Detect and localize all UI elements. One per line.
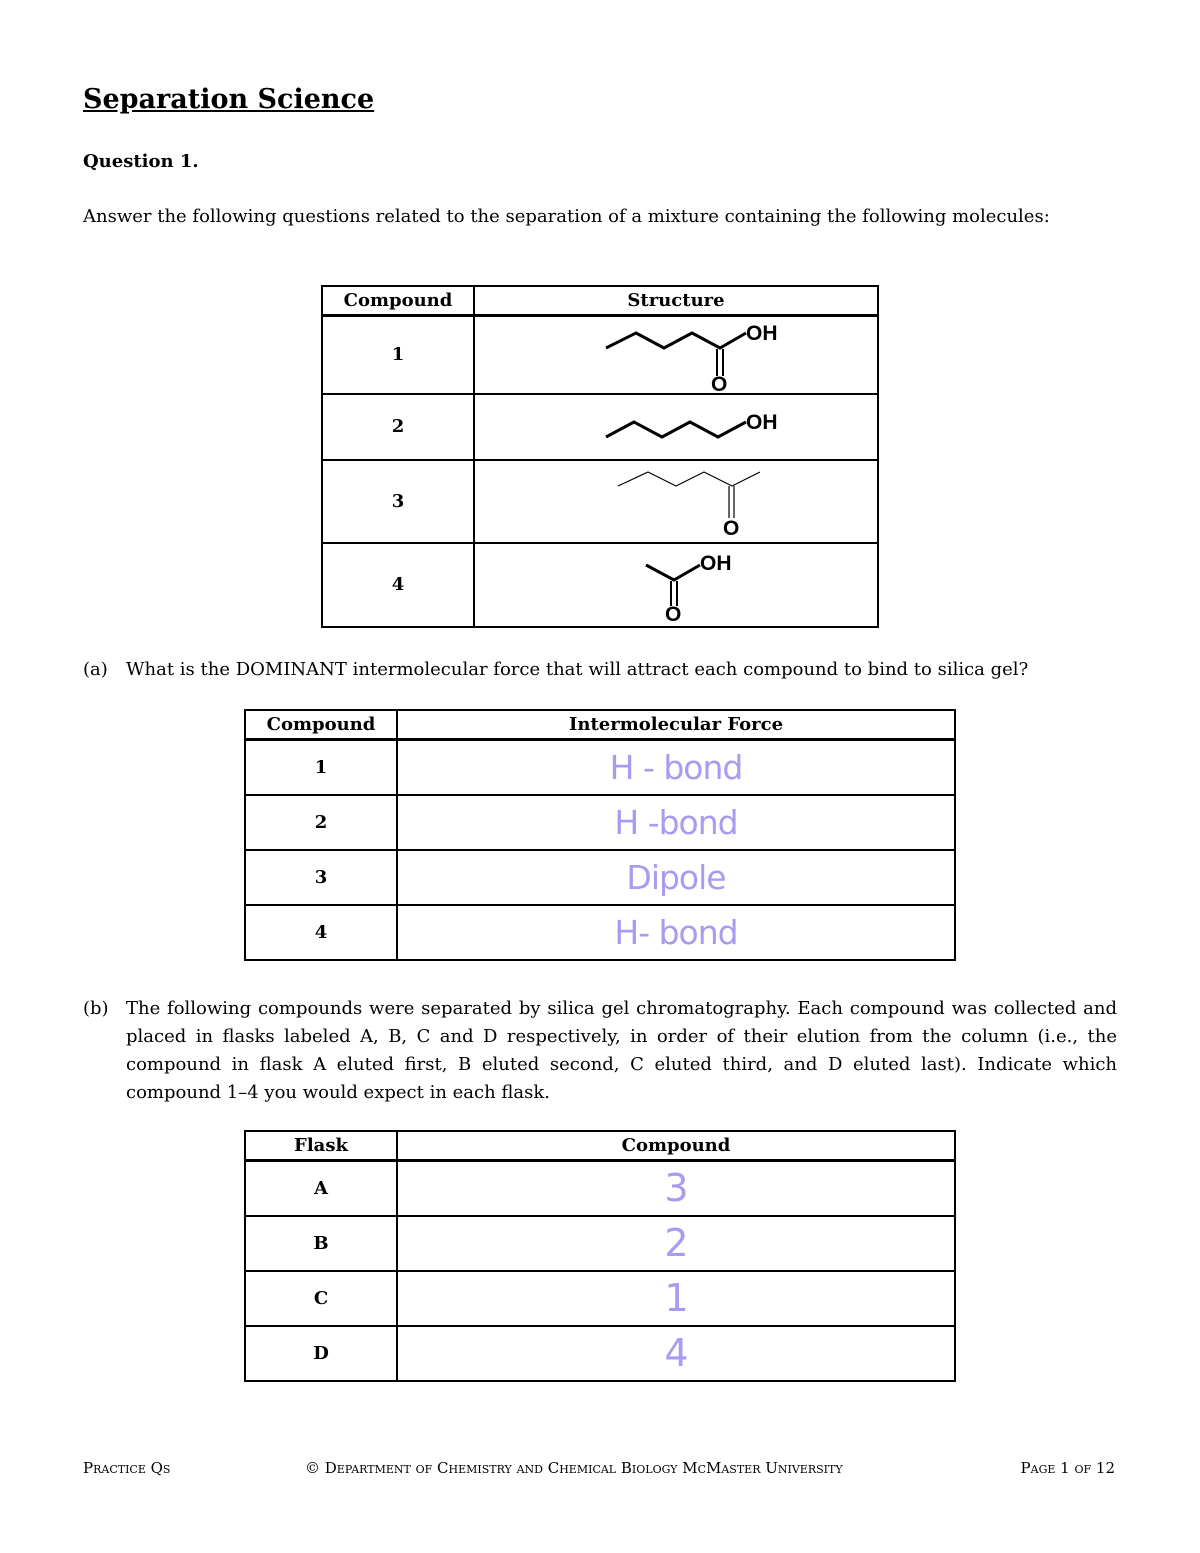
compound-number: 2 (245, 795, 397, 850)
answer-cell (397, 1216, 955, 1271)
handwritten-answer: 1 (664, 1276, 688, 1320)
structure-cell (474, 316, 878, 394)
structure-label: OH (700, 551, 732, 575)
part-b-text: The following compounds were separated by silica gel chromatography. Each compound was collected and placed in flasks labeled A, B, C and D respectively, in order of their elution from the column (i.e., the compound in flask A eluted first, B eluted second, C eluted third, and D eluted last). Indicate which compound 1–4 you would expect in each flask. (126, 998, 1117, 1103)
handwritten-answer: 2 (664, 1221, 688, 1265)
structure-compound-2 (566, 407, 786, 447)
handwritten-answer: H -bond (614, 802, 738, 842)
handwritten-answer: H- bond (614, 912, 738, 952)
structure-label: O (723, 517, 740, 538)
compound-number: 3 (245, 850, 397, 905)
compound-number: 4 (245, 905, 397, 960)
part-a-text: What is the DOMINANT intermolecular force that will attract each compound to bind to silica gel? (126, 659, 1029, 680)
footer-left: Practice Qs (83, 1459, 171, 1477)
answer-cell (397, 740, 955, 795)
page-title: Separation Science (83, 84, 375, 115)
table-row (245, 905, 955, 960)
column-header: Intermolecular Force (397, 710, 955, 740)
structure-label: OH (746, 410, 778, 434)
structure-label: OH (746, 321, 778, 345)
column-header: Compound (245, 710, 397, 740)
structure-label: O (711, 372, 728, 392)
question-label: Question 1. (83, 151, 199, 172)
answer-cell (397, 850, 955, 905)
compound-number: 2 (322, 394, 474, 460)
table-row (322, 460, 878, 543)
table-row (245, 1161, 955, 1216)
table-header-row (245, 710, 955, 740)
answer-cell (397, 1161, 955, 1216)
compound-structure-table (321, 285, 879, 628)
column-header: Compound (397, 1131, 955, 1161)
column-header: Structure (474, 286, 878, 316)
part-b-question (83, 995, 1117, 1107)
footer-copyright: © Department of Chemistry and Chemical Biology McMaster University (305, 1459, 843, 1477)
table-header-row (245, 1131, 955, 1161)
part-label: (b) (83, 998, 109, 1019)
table-row (245, 1271, 955, 1326)
part-label: (a) (83, 659, 108, 680)
structure-compound-3 (566, 464, 786, 538)
structure-cell (474, 543, 878, 627)
flask-compound-table (244, 1130, 956, 1382)
answer-cell (397, 1271, 955, 1326)
answer-cell (397, 1326, 955, 1381)
flask-label: B (245, 1216, 397, 1271)
structure-compound-1 (566, 318, 786, 392)
table-row (245, 1216, 955, 1271)
intro-text: Answer the following questions related to the separation of a mixture containing the following molecules: (83, 206, 1050, 227)
table-row (322, 543, 878, 627)
compound-number: 3 (322, 460, 474, 543)
column-header: Flask (245, 1131, 397, 1161)
flask-label: C (245, 1271, 397, 1326)
flask-label: D (245, 1326, 397, 1381)
handwritten-answer: 3 (664, 1166, 688, 1211)
answer-cell (397, 795, 955, 850)
part-a-question (83, 656, 1117, 684)
structure-label: O (665, 602, 682, 622)
answer-cell (397, 905, 955, 960)
table-row (322, 394, 878, 460)
flask-label: A (245, 1161, 397, 1216)
handwritten-answer: 4 (664, 1331, 688, 1375)
handwritten-answer: Dipole (626, 857, 726, 897)
table-row (245, 795, 955, 850)
table-row (322, 316, 878, 394)
table-row (245, 740, 955, 795)
footer-page-number: Page 1 of 12 (1020, 1459, 1115, 1477)
table-row (245, 850, 955, 905)
compound-number: 4 (322, 543, 474, 627)
handwritten-answer: H - bond (609, 747, 743, 787)
column-header: Compound (322, 286, 474, 316)
structure-cell (474, 394, 878, 460)
structure-cell (474, 460, 878, 543)
compound-number: 1 (245, 740, 397, 795)
compound-number: 1 (322, 316, 474, 394)
intermolecular-force-table (244, 709, 956, 961)
table-row (245, 1326, 955, 1381)
structure-compound-4 (566, 548, 786, 622)
table-header-row (322, 286, 878, 316)
